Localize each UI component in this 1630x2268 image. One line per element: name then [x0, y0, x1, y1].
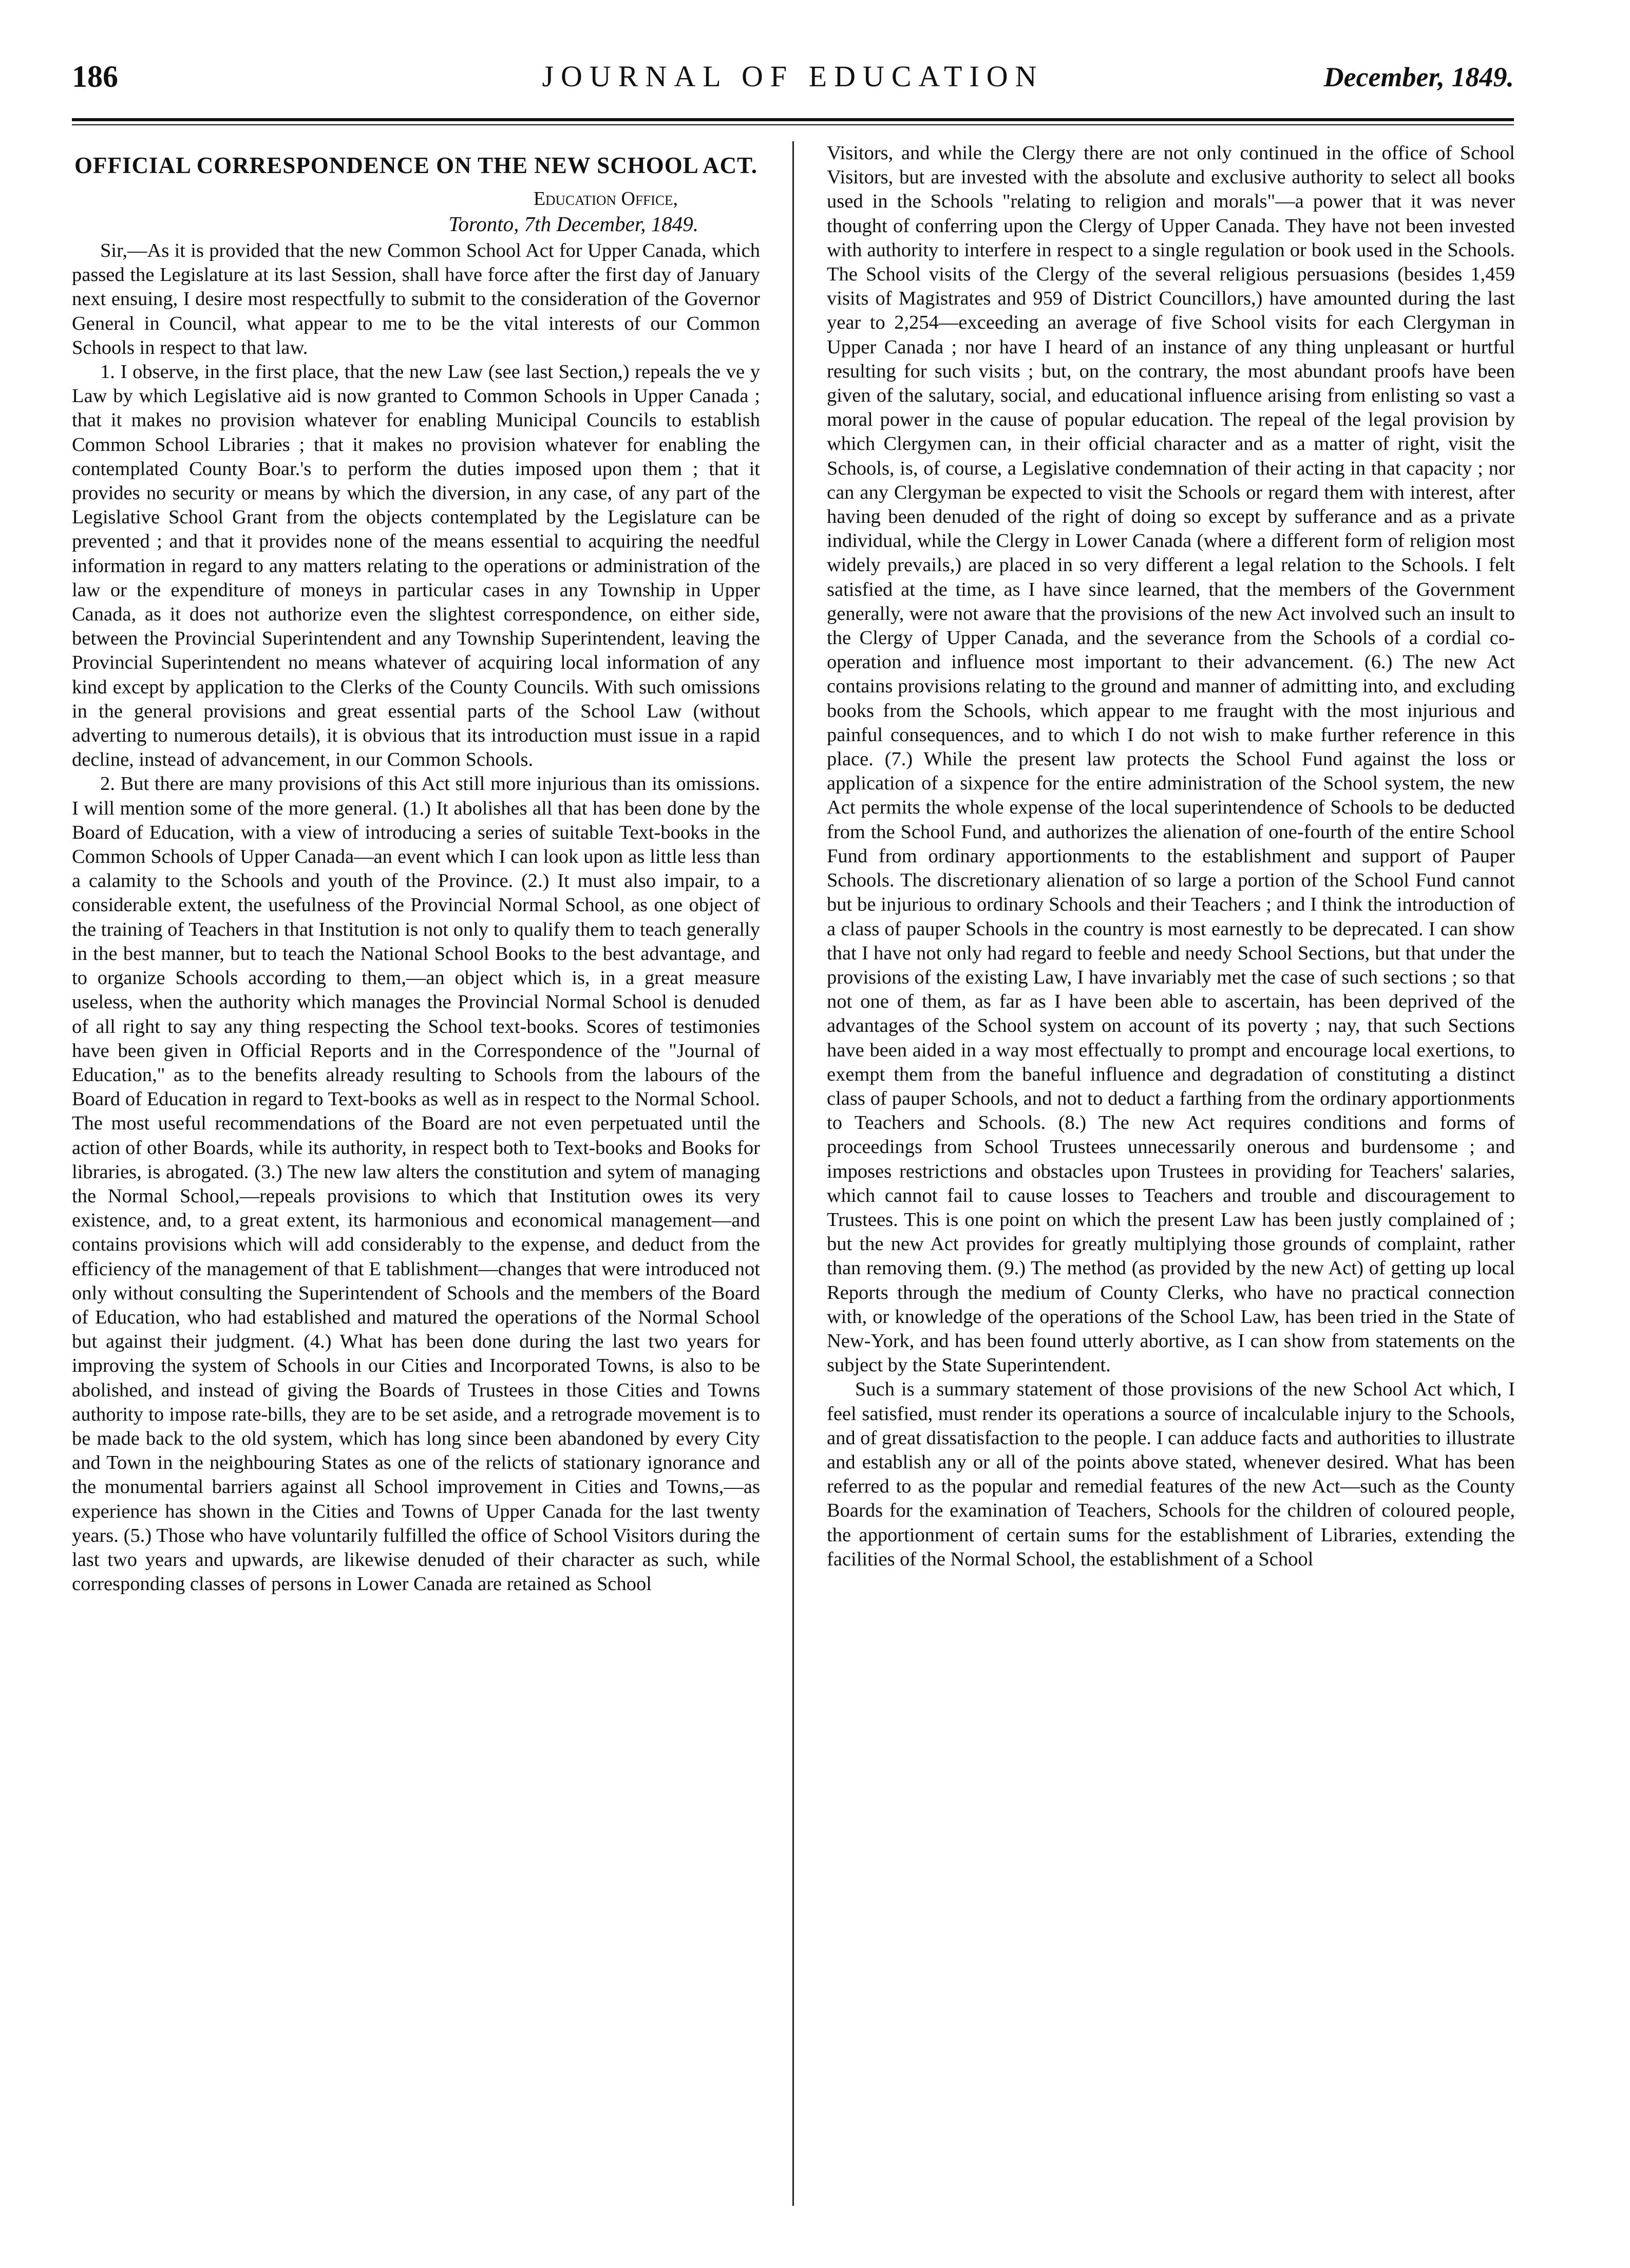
running-title: JOURNAL OF EDUCATION: [542, 60, 1044, 93]
paragraph-summary: Such is a summary statement of those provisions of the new School Act which, I feel satisfied, must render its operations a source of incalculable injury to the Schools, and of great dissatisfaction to the people. I can adduce facts and authorities to illustrate and establish any or all of the points above stated, whenever desired. What has been referred to as the popular and remedial features of the new Act—such as the County Boards for the examination of Teachers, Schools for the children of coloured people, the apportionment of certain sums for the establishment of Libraries, extending the facilities of the Normal School, the establishment of a School: [827, 1378, 1515, 1570]
article-title: OFFICIAL CORRESPONDENCE ON THE NEW SCHOOL ACT.: [74, 153, 757, 178]
issue-date: December, 1849.: [1323, 62, 1514, 92]
paragraph-1: 1. I observe, in the first place, that the new Law (see last Section,) repeals the ve y Law by which Legislative aid is now granted to Common Schools in Upper Canada ; that it makes no provision whatever for enabling Municipal Councils to establish Common School Libraries ; that it makes no provision whatever for enabling the contemplated County Boar.'s to perform the duties imposed upon them ; that it provides no security or means by which the diversion, in any case, of any part of the Legislative School Grant from the objects contemplated by the Legislature can be prevented ; and that it provides none of the means essential to acquiring the needful information in regard to any matters relating to the operations or administration of the law or the expenditure of moneys in particular cases in any Township in Upper Canada, as it does not authorize even the slightest correspondence, on either side, between the Provincial Superintendent and any Township Superintendent, leaving the Provincial Superintendent no means whatever of acquiring local information of any kind except by application to the Clerks of the County Councils. With such omissions in the general provisions and great essential parts of the School Law (without adverting to numerous details), it is obvious that its introduction must issue in a rapid decline, instead of advancement, in our Common Schools.: [72, 361, 760, 771]
paragraph-2-continued: Visitors, and while the Clergy there are not only continued in the office of School Visitors, but are invested with the absolute and exclusive authority to select all books used in the Schools "relating to religion and morals"—a power that it was never thought of conferring upon the Clergy of Upper Canada. They have not been invested with authority to interfere in respect to a single regulation or book used in the Schools. The School visits of the Clergy of the several religious persuasions (besides 1,459 visits of Magistrates and 959 of District Councillors,) have amounted during the last year to 2,254—exceeding an average of five School visits for each Clergyman in Upper Canada ; nor have I heard of an instance of any thing unpleasant or hurtful resulting for such visits ; but, on the contrary, the most abundant proofs have been given of the salutary, social, and educational influence arising from enlisting so vast a moral power in the cause of popular education. The repeal of the legal provision by which Clergymen can, in their official character and as a matter of right, visit the Schools, is, of course, a Legislative condemnation of their acting in that capacity ; nor can any Clergyman be expected to visit the Schools or regard them with interest, after having been denuded of the right of doing so except by sufferance and as a private individual, while the Clergy in Lower Canada (where a different form of religion most widely prevails,) are placed in so very different a legal relation to the Schools. I felt satisfied at the time, as I have since learned, that the members of the Government generally, were not aware that the provisions of the new Act involved such an insult to the Clergy of Upper Canada, and the severance from the Schools of a cordial co-operation and influence most important to their advancement. (6.) The new Act contains provisions relating to the ground and manner of admitting into, and excluding books from the Schools, which appear to me fraught with the most injurious and painful consequences, and to which I do not wish to make further reference in this place. (7.) While the present law protects the School Fund against the loss or application of a sixpence for the entire administration of the School system, the new Act permits the whole expense of the local superintendence of Schools to be deducted from the School Fund, and authorizes the alienation of one-fourth of the entire School Fund from ordinary apportionments to the establishment and support of Pauper Schools. The discretionary alienation of so large a portion of the School Fund cannot but be injurious to ordinary Schools and their Teachers ; and I think the introduction of a class of pauper Schools in the country is most earnestly to be deprecated. I can show that I have not only had regard to feeble and needy School Sections, but that under the provisions of the existing Law, I have invariably met the case of such sections ; so that not one of them, as far as I have been able to ascertain, has been deprived of the advantages of the School system on account of its poverty ; nay, that such Sections have been aided in a way most effectually to prompt and encourage local exertions, to exempt them from the baneful influence and degradation of constituting a distinct class of pauper Schools, and not to deduct a farthing from the ordinary apportionments to Teachers and Schools. (8.) The new Act requires conditions and forms of proceedings from School Trustees unnecessarily onerous and burdensome ; and imposes restrictions and obstacles upon Trustees in providing for Teachers' salaries, which cannot fail to cause losses to Teachers and trouble and discouragement to Trustees. This is one point on which the present Law has been justly complained of ; but the new Act provides for greatly multiplying those grounds of complaint, rather than removing them. (9.) The method (as provided by the new Act) of getting up local Reports through the medium of County Clerks, who have no practical connection with, or knowledge of the operations of the School Law, has been tried in the State of New-York, and has been found utterly abortive, as I can show from statements on the subject by the State Superintendent.: [827, 142, 1515, 1376]
page-number: 186: [72, 60, 118, 93]
right-column: [827, 141, 1515, 1572]
dateline-place-date: Toronto, 7th December, 1849.: [448, 212, 698, 236]
header-double-rule: [72, 118, 1514, 125]
page-header: [72, 59, 1514, 105]
column-divider: [792, 141, 794, 2206]
paragraph-salutation: Sir,—As it is provided that the new Common School Act for Upper Canada, which passed the Legislature at its last Session, shall have force after the first day of January next ensuing, I desire most respectfully to submit to the consideration of the Governor General in Council, what appear to me to be the vital interests of our Common Schools in respect to that law.: [72, 240, 760, 358]
paragraph-2: 2. But there are many provisions of this Act still more injurious than its omissions. I will mention some of the more general. (1.) It abolishes all that has been done by the Board of Education, with a view of introducing a series of suitable Text-books in the Common Schools of Upper Canada—an event which I can look upon as little less than a calamity to the Schools and youth of the Province. (2.) It must also impair, to a considerable extent, the usefulness of the Provincial Normal School, as one object of the training of Teachers in that Institution is not only to qualify them to teach generally in the best manner, but to teach the National School Books to the best advantage, and to organize Schools according to them,—an object which is, in a great measure useless, when the authority which manages the Provincial Normal School is denuded of all right to say any thing respecting the School text-books. Scores of testimonies have been given in Official Reports and in the Correspondence of the "Journal of Education," as to the benefits already resulting to Schools from the labours of the Board of Education in regard to Text-books as well as in respect to the Normal School. The most useful recommendations of the Board are not even perpetuated until the action of other Boards, while its authority, in respect both to Text-books and Books for libraries, is abrogated. (3.) The new law alters the constitution and sytem of managing the Normal School,—repeals provisions to which that Institution owes its very existence, and, to a great extent, its harmonious and economical management—and contains provisions which will add considerably to the expense, and deduct from the efficiency of the management of that E tablishment—changes that were introduced not only without consulting the Superintendent of Schools and the members of the Board of Education, who had established and matured the operations of the Normal School but against their judgment. (4.) What has been done during the last two years for improving the system of Schools in our Cities and Incorporated Towns, is also to be abolished, and instead of giving the Boards of Trustees in those Cities and Towns authority to impose rate-bills, they are to be set aside, and a retrograde movement is to be made back to the old system, which has long since been abandoned by every City and Town in the neighbouring States as one of the relicts of stationary ignorance and the monumental barriers against all School improvement in Cities and Towns,—as experience has shown in the Cities and Towns of Upper Canada for the last twenty years. (5.) Those who have voluntarily fulfilled the office of School Visitors during the last two years and upwards, are likewise denuded of their character as such, while corresponding classes of persons in Lower Canada are retained as School: [72, 773, 760, 1595]
dateline-office: Education Office,: [533, 188, 678, 210]
left-column: [72, 141, 760, 1596]
